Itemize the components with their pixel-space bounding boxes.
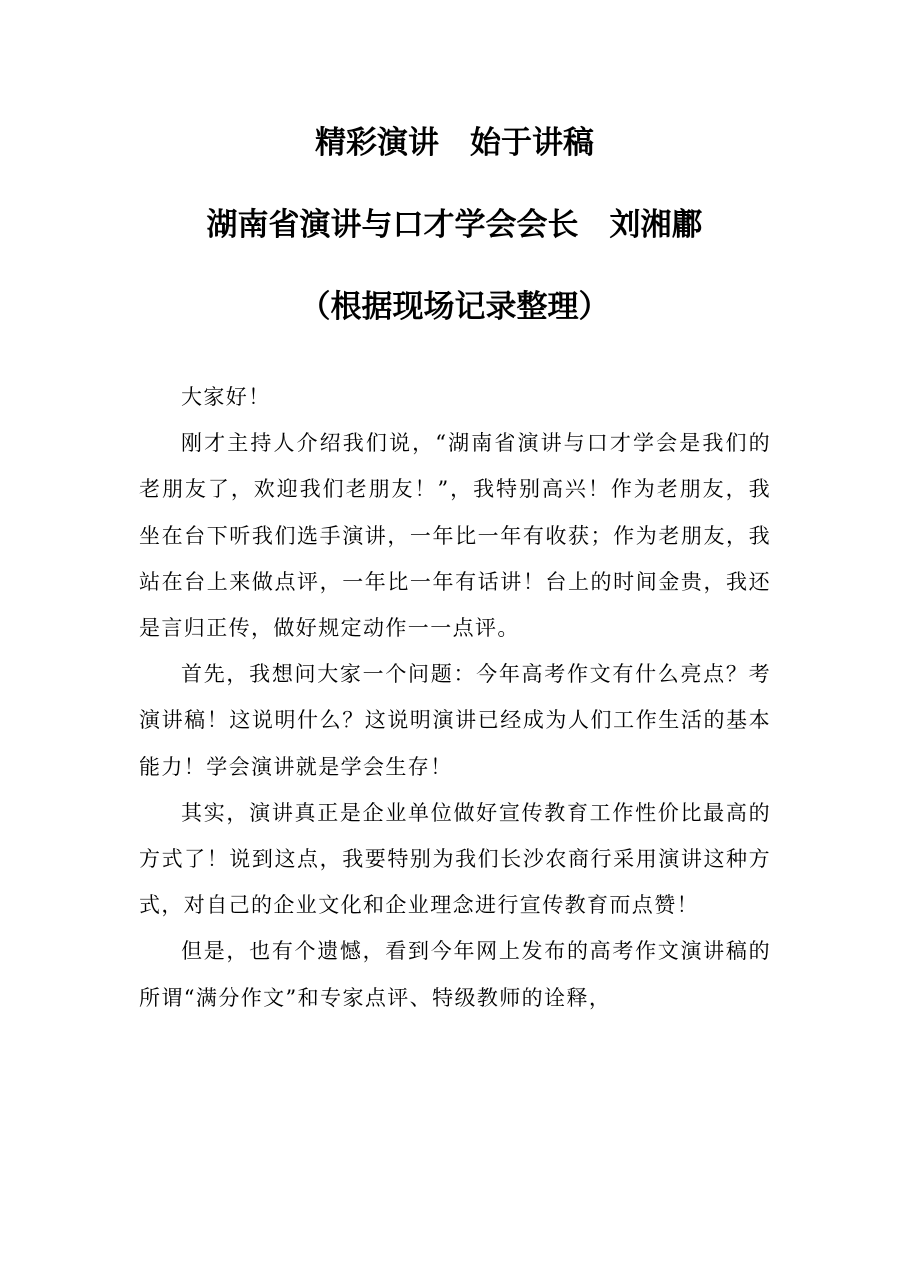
- paragraph: 首先，我想问大家一个问题：今年高考作文有什么亮点？考演讲稿！这说明什么？这说明演讲已经成为人们工作生活的基本能力！学会演讲就是学会生存！: [139, 662, 771, 779]
- paragraph-greeting: 大家好！: [181, 385, 271, 409]
- paragraph: 其实，演讲真正是企业单位做好宣传教育工作性价比最高的方式了！说到这点，我要特别为我们长沙农商行采用演讲这种方式，对自己的企业文化和企业理念进行宣传教育而点赞！: [139, 800, 771, 918]
- document-body: [139, 374, 771, 1021]
- document-header: [0, 118, 909, 364]
- paragraph: 刚才主持人介绍我们说，“湖南省演讲与口才学会是我们的老朋友了，欢迎我们老朋友！”，我特别高兴！作为老朋友，我坐在台下听我们选手演讲，一年比一年有收获；作为老朋友，我站在台上来做点评，一年比一年有话讲！台上的时间金贵，我还是言归正传，做好规定动作一一点评。: [139, 431, 771, 641]
- document-subtitle: （根据现场记录整理）: [299, 289, 610, 325]
- paragraph: 但是，也有个遗憾，看到今年网上发布的高考作文演讲稿的所谓“满分作文”和专家点评、特级教师的诠释，: [139, 939, 771, 1010]
- author-line: 湖南省演讲与口才学会会长 刘湘鄘: [206, 207, 703, 243]
- document-title: 精彩演讲 始于讲稿: [315, 125, 594, 161]
